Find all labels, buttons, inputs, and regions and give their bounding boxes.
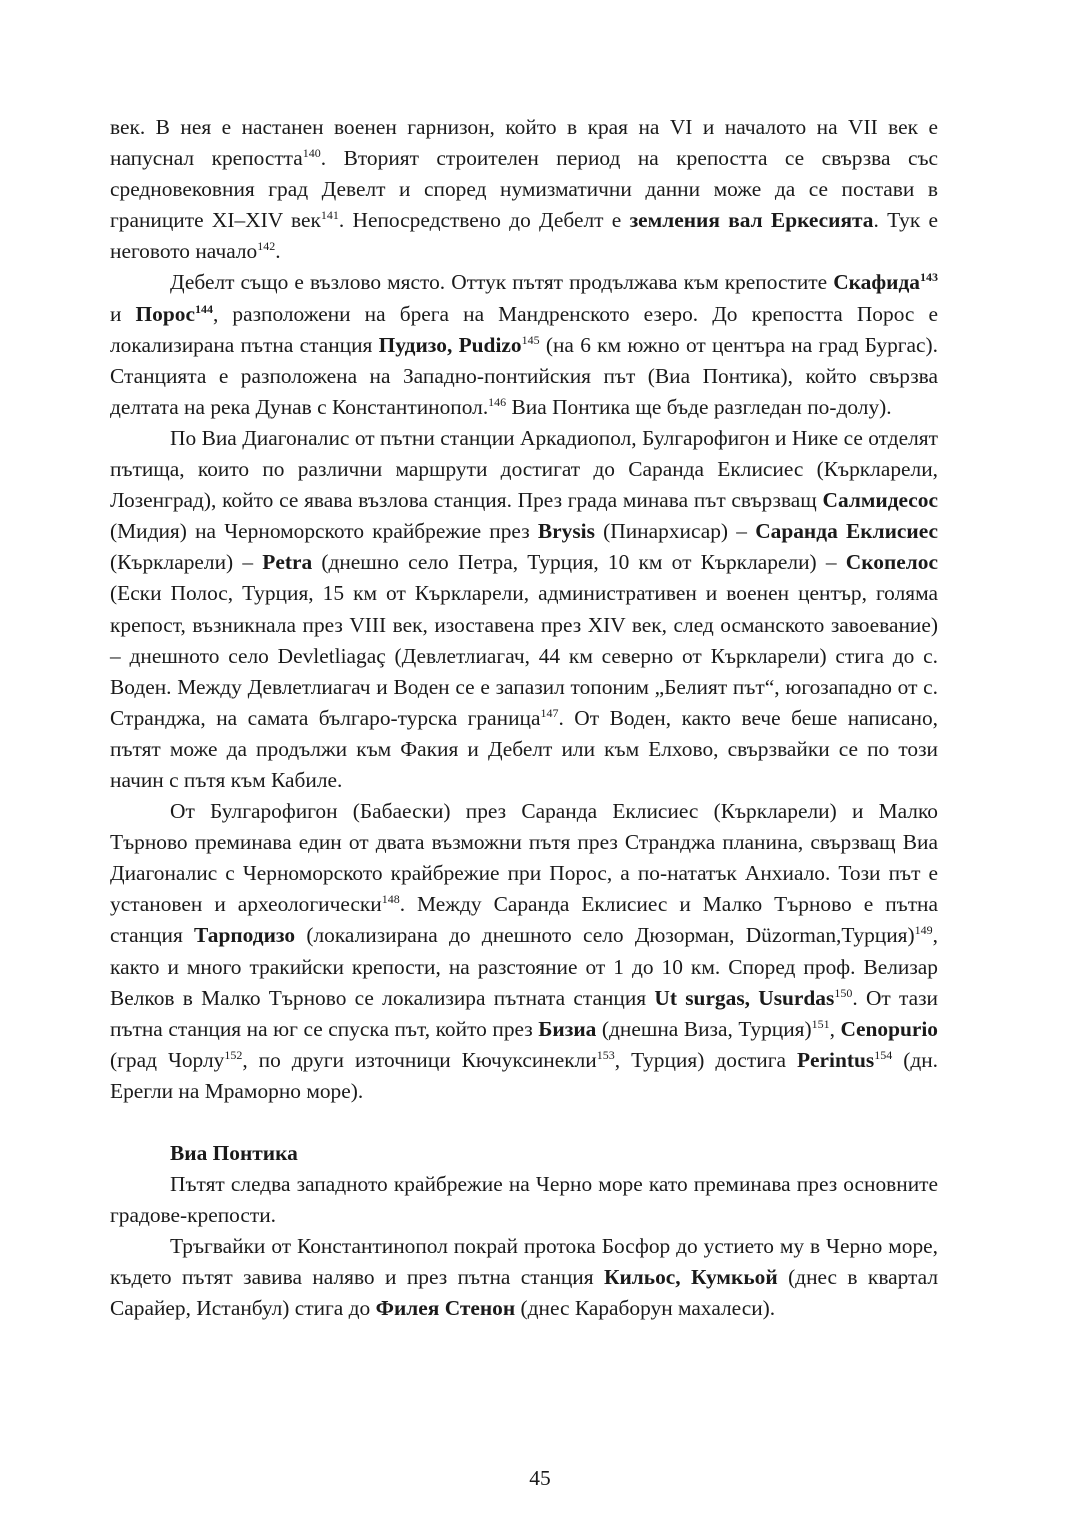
bold-term: Салмидесос bbox=[822, 488, 938, 513]
section-heading: Виа Понтика bbox=[170, 1141, 298, 1165]
footnote-ref-143[interactable]: 143 bbox=[920, 270, 938, 285]
footnote-ref-152[interactable]: 152 bbox=[224, 1047, 243, 1062]
bold-term: Cenopurio bbox=[840, 1016, 938, 1041]
bold-term: Порос bbox=[135, 301, 195, 326]
paragraph-1: век. В нея е настанен военен гарнизон, който в края на VI и началото на VII век е напуснал крепостта$^{140}$. Вторият строителен период на крепостта се свързва със средновековния град Девелт и според нумизматични данни може да се постави в границите XI–XIV век$^{141}$. Непосредствено до Дебелт е земления вал Еркесията. Тук е неговото начало$^{142}$. bbox=[110, 115, 938, 264]
footnote-ref-147[interactable]: 147 bbox=[540, 705, 559, 720]
bold-term: Бизиа bbox=[538, 1016, 597, 1041]
bold-term: Филея Стенон bbox=[375, 1296, 516, 1321]
section-gap bbox=[110, 1107, 938, 1138]
bold-term: Ut surgas, Usurdas bbox=[654, 985, 835, 1010]
footnote-ref-144[interactable]: 144 bbox=[194, 301, 213, 316]
page-number: 45 bbox=[529, 1466, 551, 1490]
bold-term: Perintus bbox=[796, 1047, 875, 1072]
footnote-ref-150[interactable]: 150 bbox=[834, 985, 853, 1000]
paragraph-6: Тръгвайки от Константинопол покрай протока Босфор до устието му в Черно море, където пътят завива наляво и през пътна станция Кильос, Кумкьой (днес в квартал Сарайер, Истанбул) стига до Филея Стенон (днес Караборун махалеси). bbox=[110, 1234, 939, 1321]
bold-term: Кильос, Кумкьой bbox=[603, 1265, 778, 1290]
bold-term: Тарподизо bbox=[194, 923, 296, 948]
bold-term: Саранда Еклисиес bbox=[755, 519, 938, 544]
bold-term: Скопелос bbox=[845, 550, 938, 575]
footnote-ref-146[interactable]: 146 bbox=[488, 394, 507, 409]
paragraph-4: От Булгарофигон (Бабаески) през Саранда Еклисиес (Къркларели) и Малко Търново преминава един от двата възможни пътя през Странджа планина, свързващ Виа Диагоналис с Черноморското крайбрежие при Порос, а по-нататък Анхиало. Този път е установен и археологически$^{148}$. Между Саранда Еклисиес и Малко Търново е пътна станция Тарподизо (локализирана до днешното село Дюзорман, Düzorman,Турция)$^{149}$, както и много тракийски крепости, на разстояние от 1 до 10 км. Според проф. Велизар Велков в Малко Търново се локализира пътната станция Ut surgas, Usurdas$^{150}$. От тази пътна станция на юг се спуска път, който през Бизиа (днешна Виза, Турция)$^{151}$, Cenopurio (град Чорлу$^{152}$, по други източници Кючуксинекли$^{153}$, Турция) достига Perintus$^{154}$ (дн. Ерегли на Мраморно море). bbox=[110, 799, 939, 1103]
bold-term: земления вал Еркесията bbox=[629, 208, 874, 233]
paragraph-5: Пътят следва западното крайбрежие на Черно море като преминава през основните градове-крепости. bbox=[110, 1172, 938, 1228]
paragraph-3: По Виа Диагоналис от пътни станции Аркадиопол, Булгарофигон и Нике се отделят пътища, които по различни маршрути достигат до Саранда Еклисиес (Къркларели, Лозенград), който се явава възлова станция. През града минава път свързващ Салмидесос (Мидия) на Черноморското крайбрежие през Brysis (Пинархисар) – Саранда Еклисиес (Къркларели) – Petra (днешно село Петра, Турция, 10 км от Къркларели) – Скопелос (Ески Полос, Турция, 15 км от Къркларели, административен и военен център, голяма крепост, възникнала през VIII век, изоставена през XIV век, след османското завоевание) – днешното село Devletliagaç (Девлетлиагач, 44 км северно от Къркларели) стига до с. Воден. Между Девлетлиагач и Воден се е запазил топоним „Белият път“, югозападно от с. Странджа, на самата българо-турска граница$^{147}$. От Воден, както вече беше написано, пътят може да продължи към Факия и Дебелт или към Елхово, свързвайки се по този начин с пътя към Кабиле. bbox=[110, 425, 938, 792]
footnote-ref-141[interactable]: 141 bbox=[320, 208, 339, 223]
footnote-ref-140[interactable]: 140 bbox=[302, 146, 321, 161]
bold-term: Пудизо, Pudizo bbox=[378, 332, 522, 357]
footnote-ref-151[interactable]: 151 bbox=[811, 1016, 830, 1031]
footnote-ref-145[interactable]: 145 bbox=[521, 332, 540, 347]
paragraph-2: Дебелт също е възлово място. Оттук пътят продължава към крепостите Скафида$^{143}$ и Порос$^{144}$, разположени на брега на Мандренското езеро. До крепостта Порос е локализирана пътна станция Пудизо, Pudizo$^{145}$ (на 6 км южно от центъра на град Бургас). Станцията е разположена на Западно-понтийския път (Виа Понтика), който свързва делтата на река Дунав с Константинопол.$^{146}$ Виа Понтика ще бъде разгледан по-долу). bbox=[110, 270, 939, 419]
footnote-ref-154[interactable]: 154 bbox=[874, 1047, 893, 1062]
footnote-ref-153[interactable]: 153 bbox=[596, 1047, 615, 1062]
footnote-ref-142[interactable]: 142 bbox=[257, 239, 276, 254]
bold-term: Brysis bbox=[537, 519, 595, 544]
bold-term: Petra bbox=[262, 550, 313, 575]
footnote-ref-148[interactable]: 148 bbox=[381, 892, 400, 907]
footnote-ref-149[interactable]: 149 bbox=[914, 923, 933, 938]
bold-term: Скафида bbox=[833, 270, 920, 295]
